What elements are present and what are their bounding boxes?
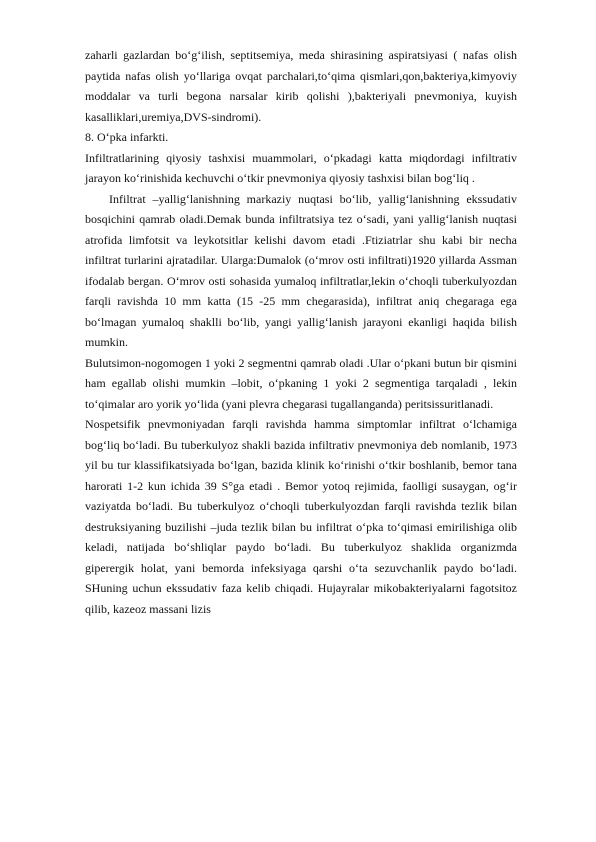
document-body <box>85 45 517 619</box>
paragraph-nonspecific-pneumonia: Nospetsifik pnevmoniyadan farqli ravishda hamma simptomlar infiltrat o‘lchamiga bog‘liq bo‘ladi. Bu tuberkulyoz shakli bazida infiltrativ pnevmoniya deb nomlanib, 1973 yil bu tur klassifikatsiyada bo‘lgan, bazida klinik ko‘rinishi o‘tkir boshlanib, bemor tana harorati 1-2 kun ichida 39 S°ga etadi . Bemor yotoq rejimida, faolligi susaygan, og‘ir vaziyatda bo‘ladi. Bu tuberkulyoz o‘choqli tuberkulyozdan farqli ravishda tezlik bilan destruksiyaning buzilishi –juda tezlik bilan bu infiltrat o‘pka to‘qimasi emirilishiga olib keladi, natijada bo‘shliqlar paydo bo‘ladi. Bu tuberkulyoz shaklida organizmda giperergik holat, yani bemorda infeksiyaga qarshi o‘ta sezuvchanlik paydo bo‘ladi. SHuning uchun ekssudativ faza kelib chiqadi. Hujayralar mikobakteriyalarni fagotsitoz qilib, kazeoz massani lizis <box>85 417 517 616</box>
paragraph-cloudlike-infiltrate: Bulutsimon-nogomogen 1 yoki 2 segmentni qamrab oladi .Ular o‘pkani butun bir qismini ham egallab olishi mumkin –lobit, o‘pkaning 1 yoki 2 segmentiga tarqaladi , lekin to‘qimalar aro yorik yo‘lida (yani plevra chegarasi tugallanganda) peritsissuritlanadi. <box>85 355 517 411</box>
paragraph-causes-continuation: zaharli gazlardan bo‘g‘ilish, septitsemiya, meda shirasining aspiratsiyasi ( nafas olish paytida nafas olish yo‘llariga ovqat parchalari,to‘qima qismlari,qon,bakteriya,kimyoviy moddalar va turli begona narsalar kirib qolishi ),bakteriyali pnevmoniya, kuyish kasalliklari,uremiya,DVS-sindromi). <box>85 48 517 124</box>
section-heading-pulmonary-infarction: 8. O‘pka infarkti. <box>85 130 169 144</box>
paragraph-infiltrate-differential: Infiltratlarining qiyosiy tashxisi muammolari, o‘pkadagi katta miqdordagi infiltrativ jarayon ko‘rinishida kechuvchi o‘tkir pnevmoniya qiyosiy tashxisi bilan bog‘liq . <box>85 150 517 185</box>
paragraph-infiltrate-definition: Infiltrat –yallig‘lanishning markaziy nuqtasi bo‘lib, yallig‘lanishning ekssudativ bosqichini qamrab oladi.Demak bunda infiltratsiya tez o‘sadi, yani yallig‘lanish nuqtasi atrofida limfotsit va leykotsitlar kelishi davom etadi .Ftiziatrlar shu kabi bir necha infiltrat turlarini ajratadilar. Ularga:Dumalok (o‘mrov osti infiltrati)1920 yillarda Assman ifodalab bergan. O‘mrov osti sohasida yumaloq infiltratlar,lekin o‘choqli tuberkulyozdan farqli ravishda 10 mm katta (15 -25 mm chegarasida), infiltrat aniq chegaraga ega bo‘lmagan yumaloq shaklli bo‘lib, yangi yallig‘lanish jarayoni ekanligi haqida bilish mumkin. <box>85 191 517 349</box>
